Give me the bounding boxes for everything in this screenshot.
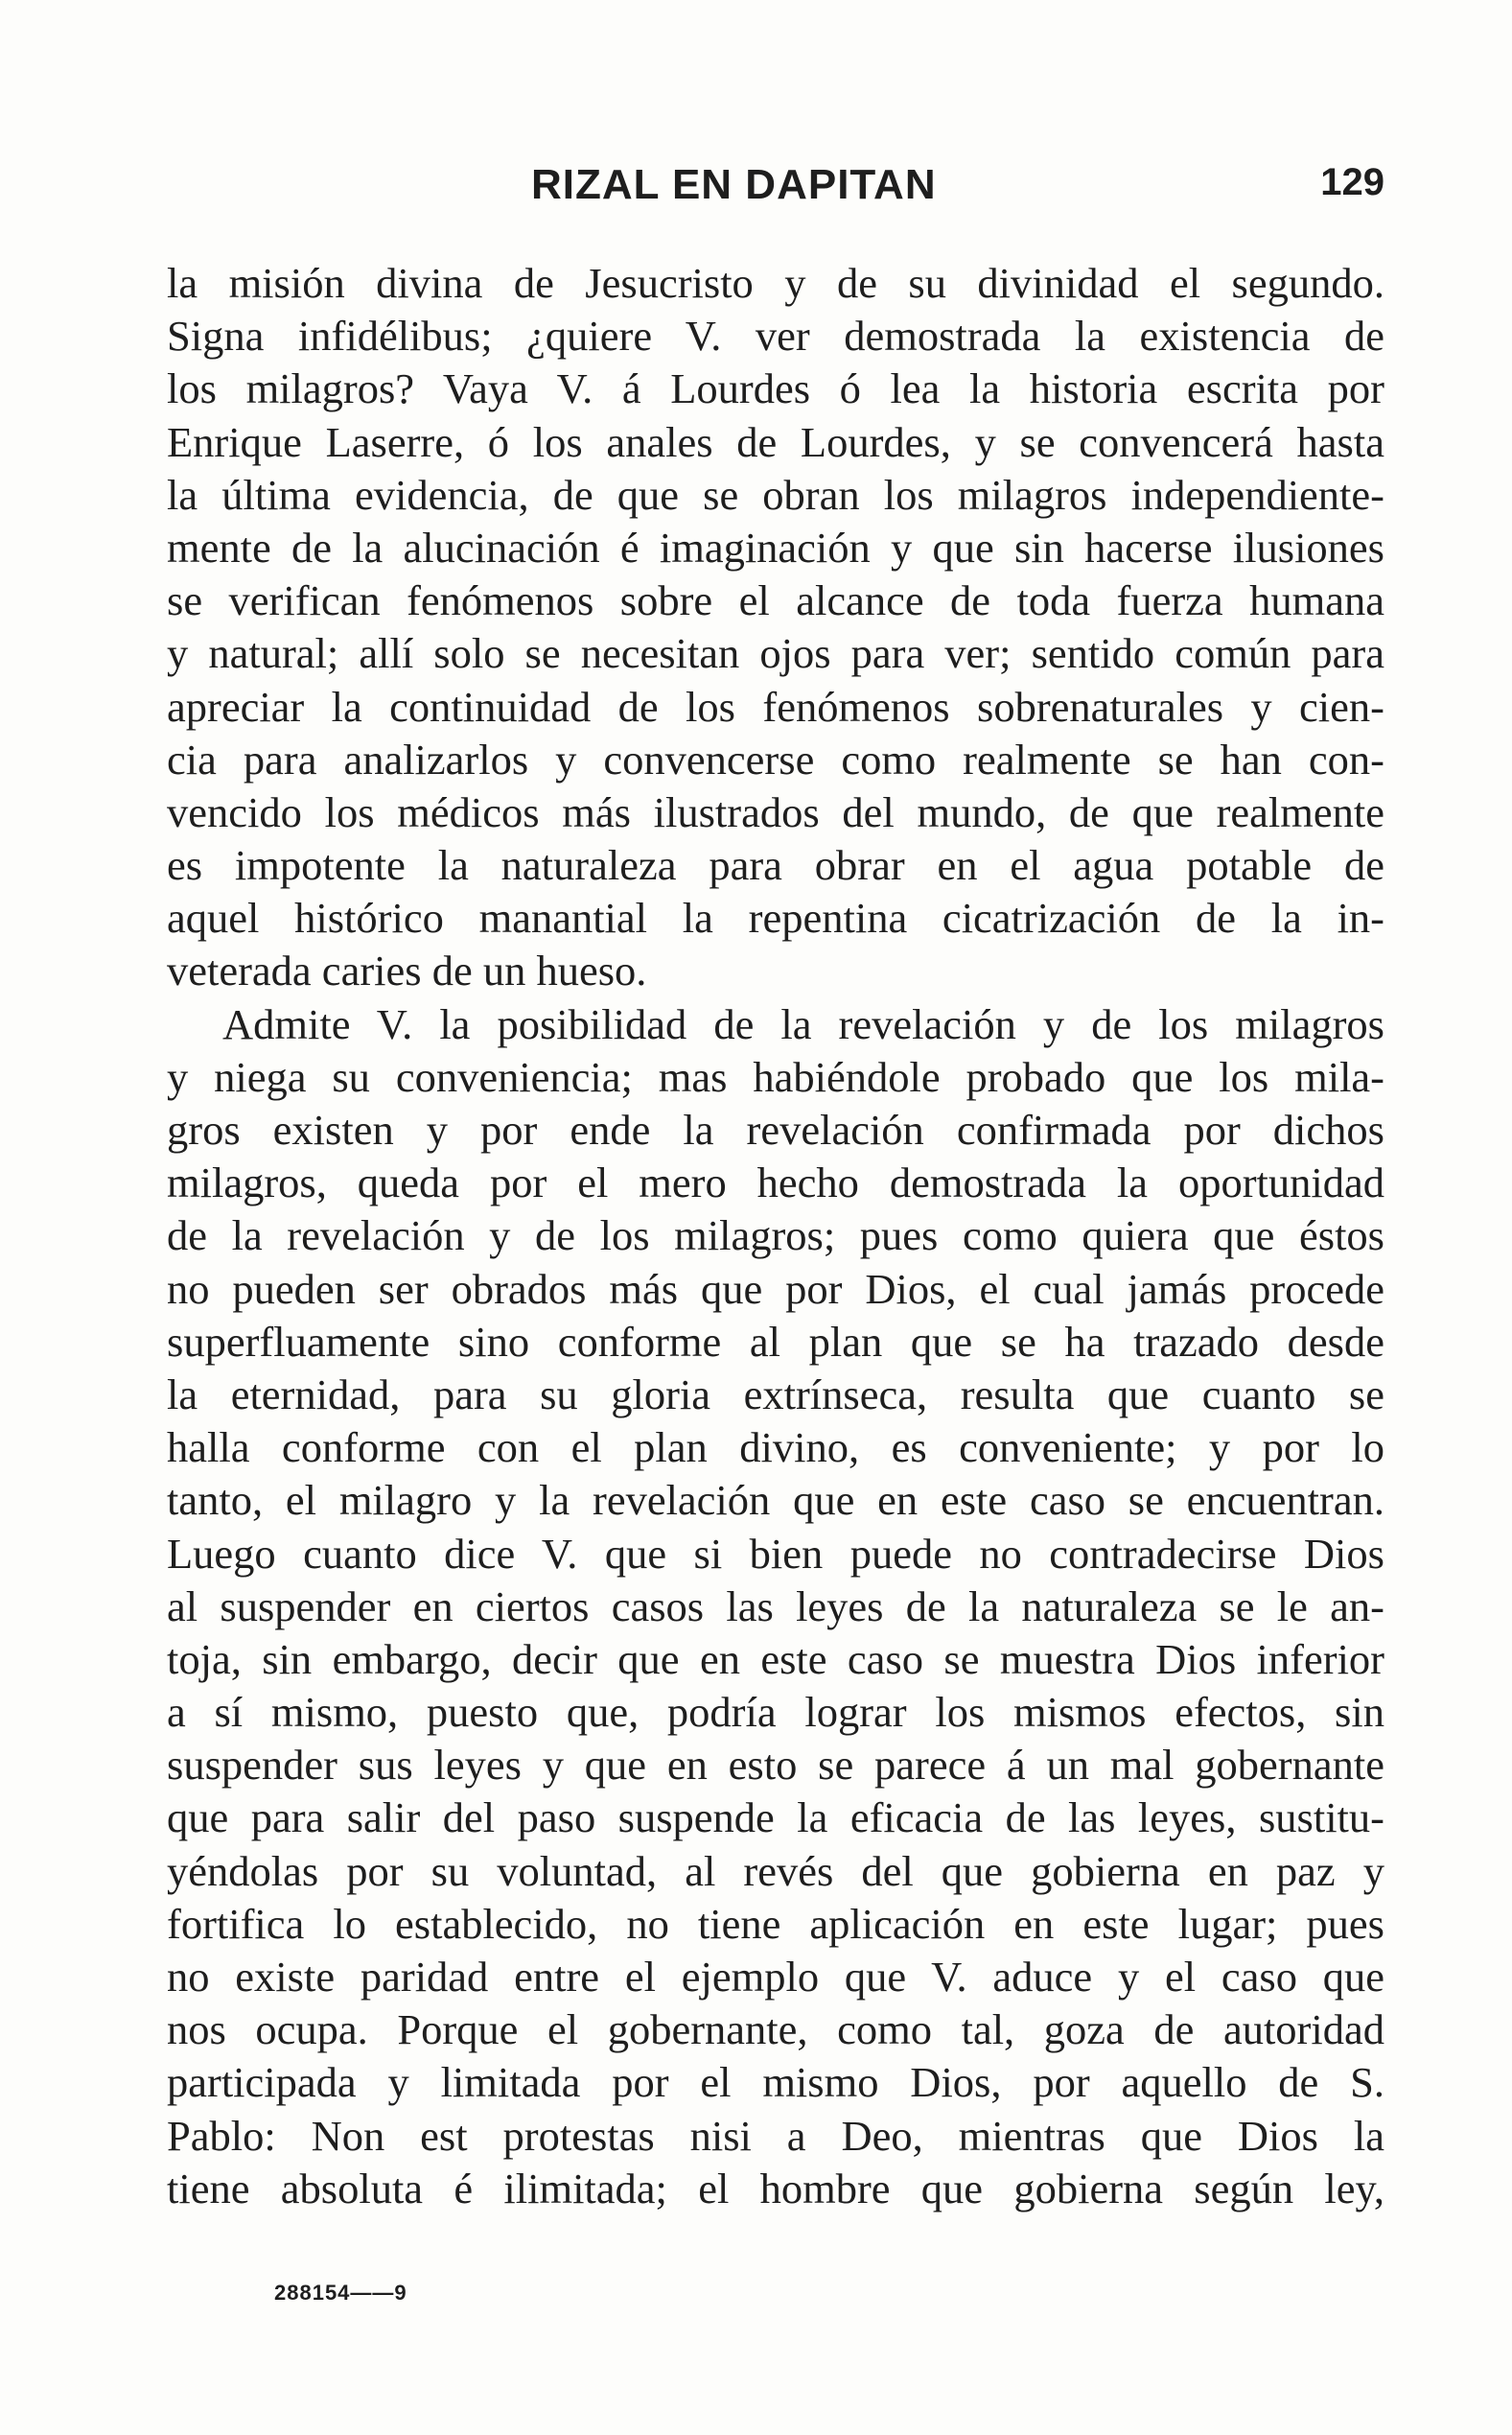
text-line: no existe paridad entre el ejemplo que V. aduce y el caso que [167,1953,1384,2001]
text-line: veterada caries de un hueso. [167,947,647,995]
paragraph-2 [167,998,1384,2215]
text-line: apreciar la continuidad de los fenómenos sobrenaturales y cien- [167,682,1384,731]
text-line: fortifica lo establecido, no tiene aplicación en este lugar; pues [167,1899,1384,1948]
text-line: Signa infidélibus; ¿quiere V. ver demostrada la existencia de [167,312,1384,361]
text-line: a sí mismo, puesto que, podría lograr los mismos efectos, sin [167,1688,1384,1737]
text-line: y niega su conveniencia; mas habiéndole probado que los mila- [167,1052,1384,1101]
text-line: la eternidad, para su gloria extrínseca, resulta que cuanto se [167,1370,1384,1418]
printer-signature-mark: 288154——9 [274,2281,407,2305]
text-line: nos ocupa. Porque el gobernante, como tal, goza de autoridad [167,2005,1384,2054]
text-line: Admite V. la posibilidad de la revelación y de los milagros [222,999,1384,1048]
text-line: vencido los médicos más ilustrados del mundo, de que realmente [167,787,1384,836]
running-title: RIZAL EN DAPITAN [531,161,937,208]
text-line: participada y limitada por el mismo Dios, por aquello de S. [167,2058,1384,2107]
text-line: toja, sin embargo, decir que en este caso se muestra Dios inferior [167,1634,1384,1683]
text-line: mente de la alucinación é imaginación y que sin hacerse ilusiones [167,523,1384,572]
text-line: cia para analizarlos y convencerse como realmente se han con- [167,735,1384,784]
text-line: la última evidencia, de que se obran los milagros independiente- [167,470,1384,519]
text-line: se verifican fenómenos sobre el alcance de toda fuerza humana [167,576,1384,625]
text-line: y natural; allí solo se necesitan ojos para ver; sentido común para [167,629,1384,678]
text-line: milagros, queda por el mero hecho demostrada la oportunidad [167,1159,1384,1207]
text-line: Pablo: Non est protestas nisi a Deo, mientras que Dios la [167,2111,1384,2160]
text-line: tanto, el milagro y la revelación que en este caso se encuentran. [167,1476,1384,1525]
text-line: la misión divina de Jesucristo y de su divinidad el segundo. [167,259,1384,307]
text-line: superfluamente sino conforme al plan que se ha trazado desde [167,1317,1384,1366]
text-line: es impotente la naturaleza para obrar en el agua potable de [167,841,1384,890]
text-line: yéndolas por su voluntad, al revés del que gobierna en paz y [167,1846,1384,1895]
text-line: los milagros? Vaya V. á Lourdes ó lea la historia escrita por [167,364,1384,413]
text-line: Luego cuanto dice V. que si bien puede no contradecirse Dios [167,1529,1384,1578]
text-line: que para salir del paso suspende la eficacia de las leyes, sustitu- [167,1793,1384,1842]
text-line: gros existen y por ende la revelación confirmada por dichos [167,1106,1384,1154]
running-head [167,161,1384,219]
text-line: Enrique Laserre, ó los anales de Lourdes, y se convencerá hasta [167,417,1384,466]
body-text [167,257,1384,2215]
text-line: no pueden ser obrados más que por Dios, el cual jamás procede [167,1264,1384,1313]
text-line: aquel histórico manantial la repentina cicatrización de la in- [167,894,1384,943]
text-line: halla conforme con el plan divino, es conveniente; y por lo [167,1423,1384,1472]
text-line: suspender sus leyes y que en esto se parece á un mal gobernante [167,1741,1384,1790]
paragraph-1 [167,257,1384,998]
text-line: de la revelación y de los milagros; pues como quiera que éstos [167,1211,1384,1260]
page-number: 129 [1320,161,1384,203]
text-line: tiene absoluta é ilimitada; el hombre que gobierna según ley, [167,2164,1384,2213]
text-line: al suspender en ciertos casos las leyes de la naturaleza se le an- [167,1581,1384,1630]
